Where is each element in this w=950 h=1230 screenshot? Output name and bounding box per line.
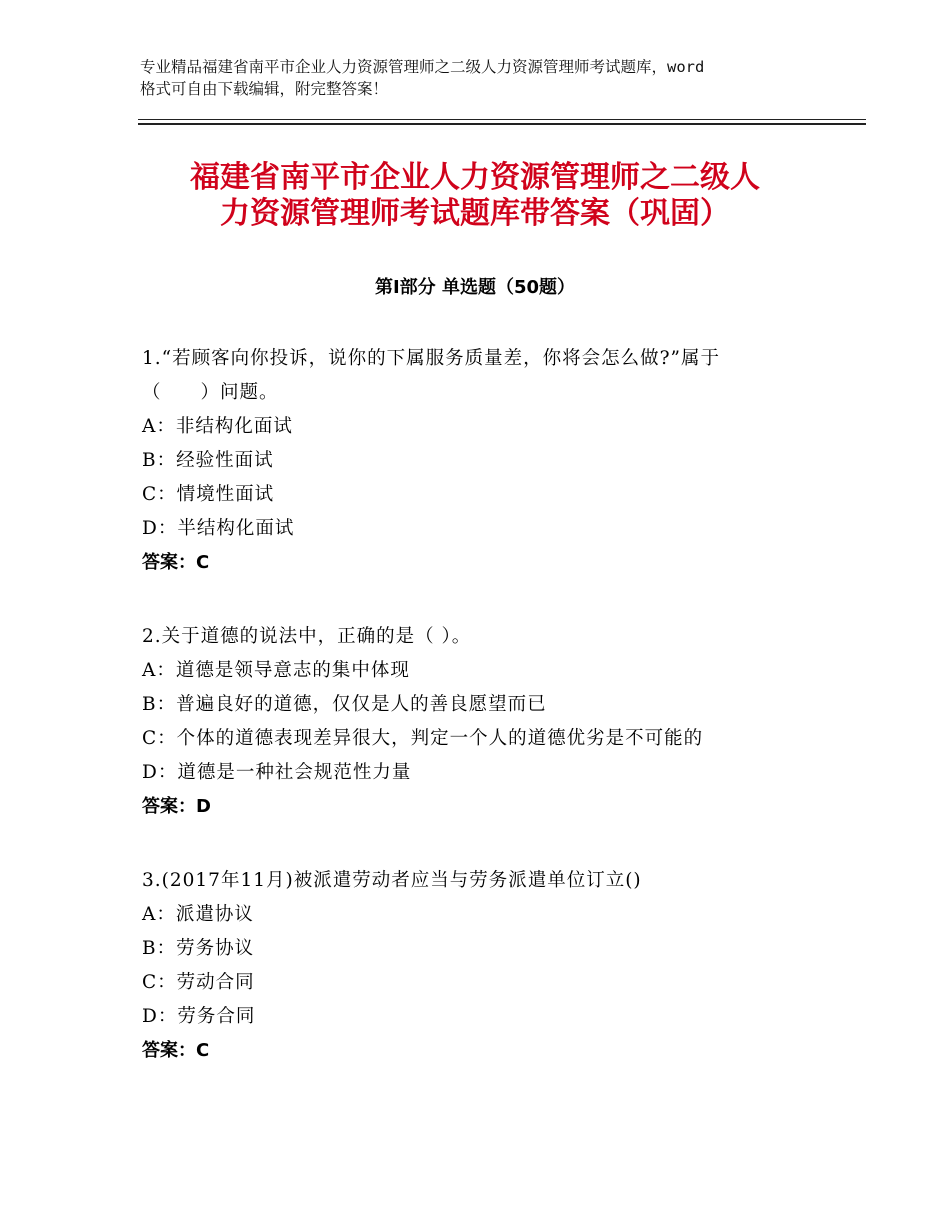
option-c: C：个体的道德表现差异很大，判定一个人的道德优劣是不可能的	[142, 728, 704, 749]
page-header	[140, 56, 840, 100]
option-a: A：道德是领导意志的集中体现	[142, 660, 410, 681]
option-c: C：情境性面试	[142, 484, 275, 505]
question-3	[142, 864, 822, 1068]
section-title: 第Ⅰ部分 单选题（50题）	[374, 277, 575, 298]
answer-key: 答案：C	[142, 1040, 210, 1061]
question-stem	[142, 342, 822, 410]
option-d: D：劳务合同	[142, 1006, 256, 1027]
header-divider-thick	[138, 123, 866, 125]
document-title-line-2: 力资源管理师考试题库带答案（巩固）	[220, 196, 730, 231]
question-stem-line: 1.“若顾客向你投诉，说你的下属服务质量差，你将会怎么做?”属于	[142, 348, 720, 369]
option-a: A：派遣协议	[142, 904, 254, 925]
header-divider-thin	[138, 119, 866, 120]
question-1	[142, 342, 822, 580]
option-b: B：劳务协议	[142, 938, 255, 959]
option-d: D：道德是一种社会规范性力量	[142, 762, 412, 783]
question-list	[142, 342, 822, 1108]
option-c: C：劳动合同	[142, 972, 255, 993]
document-title-line-1: 福建省南平市企业人力资源管理师之二级人	[190, 160, 760, 195]
option-b: B：经验性面试	[142, 450, 274, 471]
header-text-line-2: 格式可自由下载编辑，附完整答案！	[140, 80, 389, 98]
option-b: B：普遍良好的道德，仅仅是人的善良愿望而已	[142, 694, 547, 715]
answer-key: 答案：C	[142, 552, 210, 573]
option-a: A：非结构化面试	[142, 416, 293, 437]
question-2	[142, 620, 822, 824]
question-stem-line: 3.(2017年11月)被派遣劳动者应当与劳务派遣单位订立()	[142, 870, 642, 891]
question-stem-line: 2.关于道德的说法中，正确的是（ ）。	[142, 626, 472, 647]
option-d: D：半结构化面试	[142, 518, 295, 539]
header-text-line-1: 专业精品福建省南平市企业人力资源管理师之二级人力资源管理师考试题库，word	[140, 58, 705, 76]
question-stem-line: （ ）问题。	[142, 382, 279, 403]
answer-key: 答案：D	[142, 796, 211, 817]
document-title	[100, 160, 850, 232]
